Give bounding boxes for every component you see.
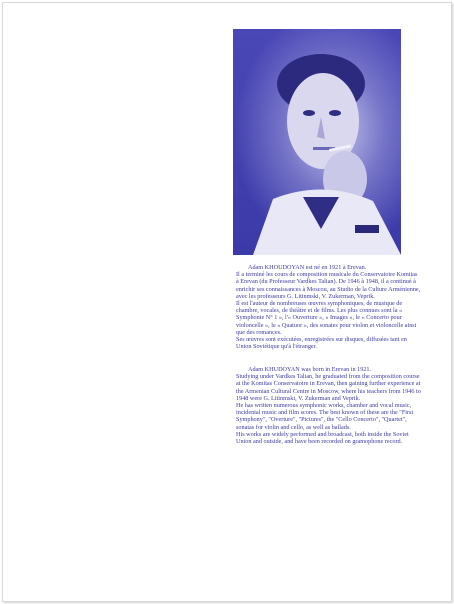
french-paragraph-4: Ses œuvres sont exécutées, enregistrées sur disques, diffusées tant en Union Soviétique qu'à l'étranger. — [236, 336, 407, 351]
english-paragraph-4: His works are widely performed and broadcast, both inside the Soviet Union and outside, and have been recorded on gramophone record. — [236, 430, 409, 446]
portrait-illustration — [233, 29, 401, 255]
french-paragraph-2: Il a terminé les cours de composition musicale du Conservatoire Komitas à Erevan (du Professeur Vardkes Talian). De 1946 à 1948, il a continué à enrichir ses connaissances à Moscou, au Studio de la Culture Arménienne, avec les professeurs G. Litinmski, V. Zukerman, Veprik. — [236, 271, 421, 300]
french-biography — [236, 264, 421, 350]
english-paragraph-3: He has written numerous symphonic works, chamber and vocal music, incidental music and film scores. The best known of these are the "First Symphony", "Overture", "Pictures", the "Cello Concerto", "Quartet", sonatas for violin and cello, as well as ballads. — [236, 402, 414, 431]
english-paragraph-1: Adam KHUDOYAN was born in Erevan in 1921. — [248, 366, 372, 373]
english-biography — [236, 366, 421, 445]
french-paragraph-1: Adam KHOUDOYAN est né en 1921 à Erevan. — [248, 264, 367, 271]
portrait-photo — [233, 29, 401, 255]
watch — [355, 225, 379, 233]
eye-right — [329, 110, 341, 116]
french-paragraph-3: Il est l'auteur de nombreuses œuvres symphoniques, de musique de chambre, vocales, de théâtre et de films. Les plus connues sont la « Symphonie N° 1 », l'« Ouverture », « Images », le « Concerto pour violoncelle », le « Quatuor », des sonates pour violon et violoncelle ainsi que des romances. — [236, 300, 417, 336]
english-paragraph-2: Studying under Vardkes Talian, he graduated from the composition course at the Komitas Conservatoire in Erevan, then gaining further experience at the Armenian Cultural Centre in Moscow, where his teachers from 1946 to 1948 were G. Litinmski, V. Zukerman and Veprik. — [236, 373, 421, 402]
eye-left — [303, 110, 315, 116]
